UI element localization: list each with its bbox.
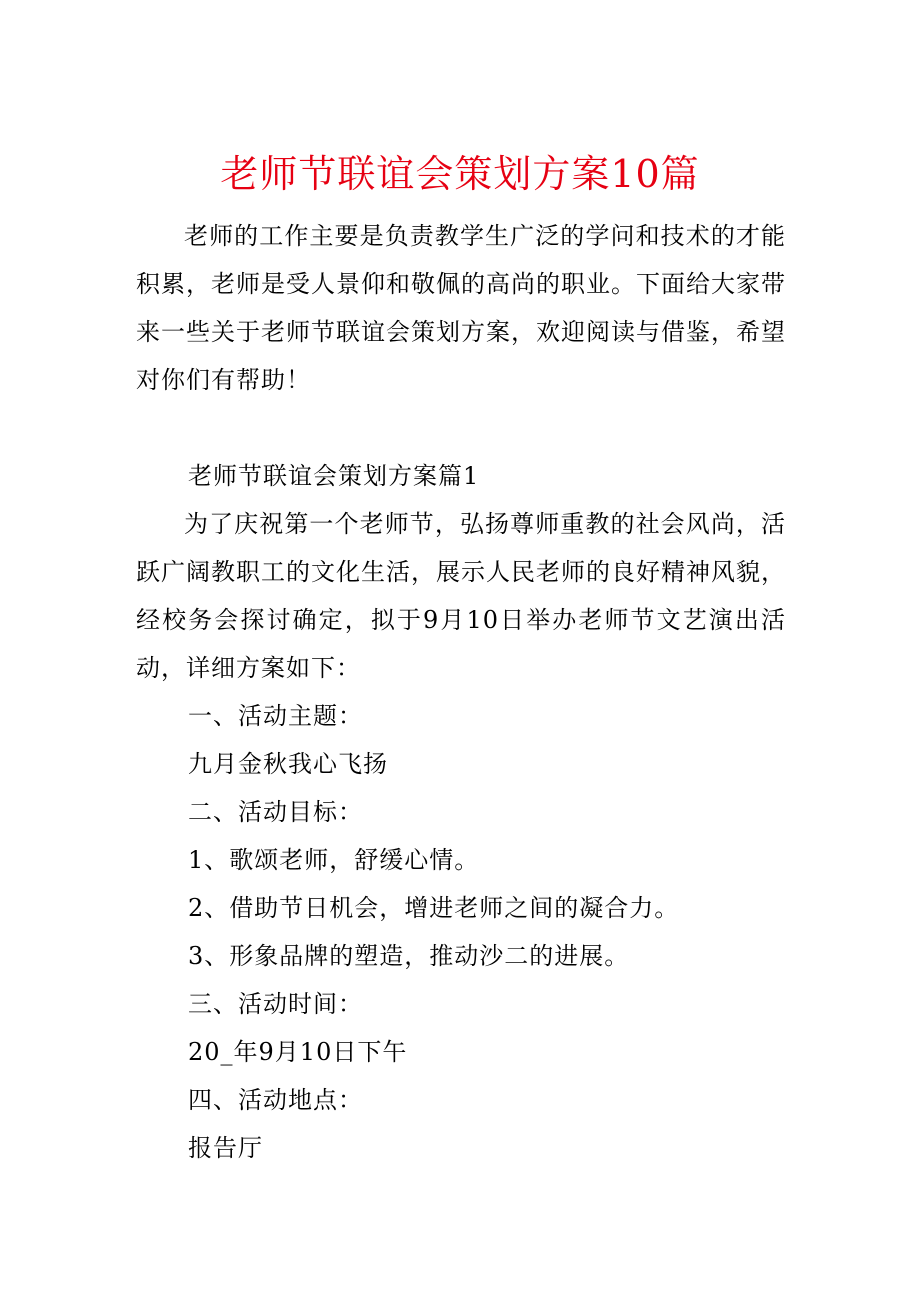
list-item: 二、活动目标：: [188, 798, 363, 826]
document-body: [136, 212, 786, 1172]
document-title: 老师节联谊会策划方案10篇: [220, 152, 700, 196]
section-heading: 老师节联谊会策划方案篇1: [188, 462, 480, 490]
list-item: 报告厅: [188, 1134, 263, 1162]
list-item: 一、活动主题：: [188, 702, 363, 730]
list-item: 2、借助节日机会，增进老师之间的凝合力。: [188, 894, 680, 922]
list-item: 3、形象品牌的塑造，推动沙二的进展。: [188, 942, 630, 970]
list-item: 三、活动时间：: [188, 990, 363, 1018]
list-item: 1、歌颂老师，舒缓心情。: [188, 846, 480, 874]
intro-paragraph: 老师的工作主要是负责教学生广泛的学问和技术的才能积累，老师是受人景仰和敬佩的高尚的职业。下面给大家带来一些关于老师节联谊会策划方案，欢迎阅读与借鉴，希望对你们有帮助！: [136, 222, 786, 394]
paragraph-spacer: [136, 404, 786, 452]
list-item: 四、活动地点：: [188, 1086, 363, 1114]
section-intro-paragraph: 为了庆祝第一个老师节，弘扬尊师重教的社会风尚，活跃广阔教职工的文化生活，展示人民老师的良好精神风貌，经校务会探讨确定，拟于9月10日举办老师节文艺演出活动，详细方案如下：: [136, 510, 786, 682]
list-item: 20_年9月10日下午: [188, 1038, 408, 1066]
list-item: 九月金秋我心飞扬: [188, 750, 388, 778]
